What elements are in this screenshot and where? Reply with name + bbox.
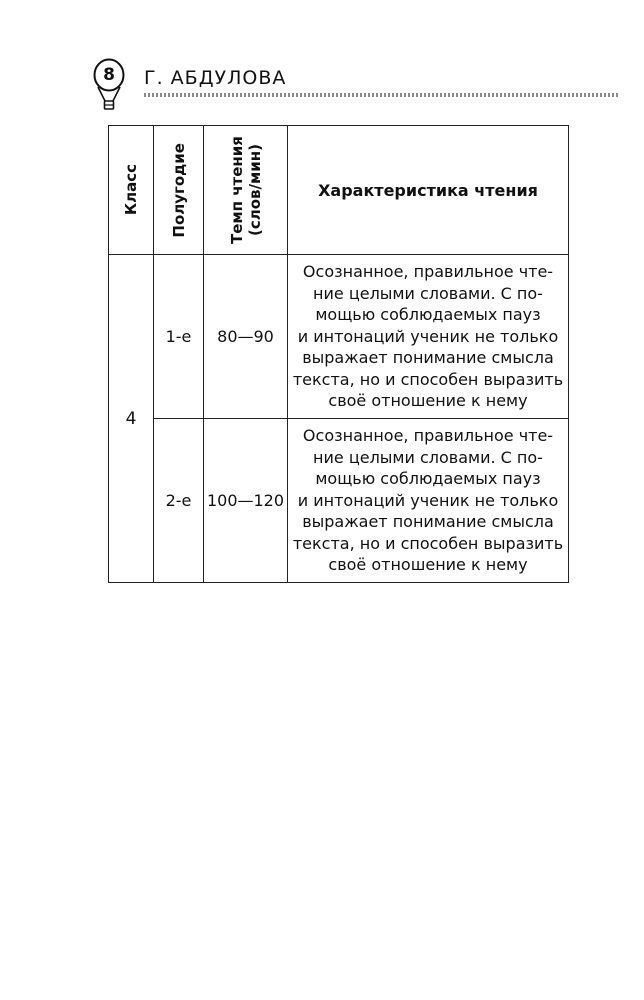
rate-cell: 100—120 (204, 419, 288, 583)
half-cell: 1-е (154, 255, 204, 419)
description-line: Осознанное, правильное чте- (302, 262, 554, 282)
description-line: своё отношение к нему (328, 555, 528, 575)
table-row (109, 419, 569, 583)
column-header-characteristic: Характеристика чтения (288, 126, 569, 255)
description-line: выражает понимание смысла (302, 348, 554, 368)
column-header-half-label: Полугодие (169, 142, 188, 238)
reading-rate-table (108, 125, 569, 583)
description-line: и интонаций ученик не только (297, 326, 559, 346)
description-line: текста, но и способен выразить (292, 533, 564, 553)
description-line: своё отношение к нему (328, 391, 528, 411)
column-header-grade (109, 126, 154, 255)
dotted-rule (144, 93, 618, 97)
description-line: Осознанное, правильное чте- (302, 426, 554, 446)
description-line: ние целыми словами. С по- (313, 283, 543, 303)
column-header-grade-label: Класс (122, 164, 140, 216)
description-line: ние целыми словами. С по- (313, 447, 543, 467)
table-header-row (109, 126, 569, 255)
description-line: мощью соблюдаемых пауз (315, 305, 541, 325)
description-line: текста, но и способен выразить (292, 369, 564, 389)
grade-cell: 4 (109, 255, 154, 583)
description-cell (288, 255, 569, 419)
page-number: 8 (103, 65, 115, 85)
description-cell (288, 419, 569, 583)
description-line: выражает понимание смысла (302, 512, 554, 532)
description-line: и интонаций ученик не только (297, 490, 559, 510)
description-line: мощью соблюдаемых пауз (315, 469, 541, 489)
table-row (109, 255, 569, 419)
half-cell: 2-е (154, 419, 204, 583)
rate-cell: 80—90 (204, 255, 288, 419)
column-header-half (154, 126, 204, 255)
running-header-author: Г. АБДУЛОВА (144, 67, 287, 89)
column-header-rate-label: Темп чтения (слов/мин) (227, 136, 264, 244)
running-header (92, 58, 572, 118)
column-header-rate (204, 126, 288, 255)
